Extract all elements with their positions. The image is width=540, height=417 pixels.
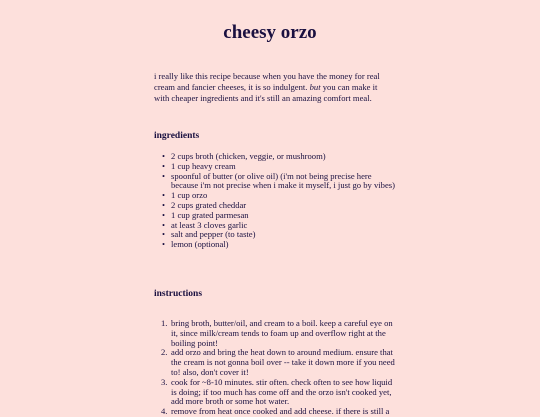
bullet-icon: • (162, 239, 166, 250)
list-item (161, 318, 395, 348)
instructions-list (161, 318, 395, 417)
ingredient-text: 2 cups broth (chicken, veggie, or mushroom) (171, 151, 326, 161)
ingredient-text: 2 cups grated cheddar (171, 199, 247, 210)
ingredient-text: salt and pepper (to taste) (171, 229, 256, 240)
step-number: 4. (161, 406, 168, 417)
list-item (161, 347, 395, 377)
ingredients-list (162, 151, 399, 250)
bullet-icon: • (162, 190, 166, 201)
ingredient-text: 1 cup orzo (171, 190, 208, 201)
intro-text-after: you can make it with cheaper ingredients and it's still an amazing comfort meal. (154, 82, 378, 103)
ingredient-text: lemon (optional) (171, 239, 229, 250)
list-item (161, 406, 395, 417)
bullet-icon: • (162, 151, 166, 161)
bullet-icon: • (162, 209, 166, 220)
ingredient-text: spoonful of butter (or olive oil) (i'm not being precise here because i'm not precise when i make it myself, i just go by vibes) (171, 170, 395, 191)
list-item (161, 376, 395, 407)
bullet-icon: • (162, 199, 166, 210)
step-text: cook for ~8-10 minutes. stir often. check often to see how liquid is doing; if too much has come off and the orzo isn't cooked yet, add more broth or some hot water. (171, 376, 393, 407)
step-text: remove from heat once cooked and add cheese. if there is still a (171, 406, 390, 417)
ingredient-text: at least 3 cloves garlic (171, 219, 248, 230)
bullet-icon: • (162, 219, 166, 230)
list-item (162, 239, 399, 250)
ingredient-text: 1 cup grated parmesan (171, 209, 249, 220)
intro-text-before: i really like this recipe because when you have the money for real cream and fancier cheeses, it is so indulgent. (154, 71, 380, 92)
bullet-icon: • (162, 229, 166, 240)
intro-emphasis: but (309, 82, 321, 92)
bullet-icon: • (162, 170, 166, 181)
list-item (162, 170, 399, 192)
step-number: 1. (161, 318, 168, 328)
ingredient-text: 1 cup heavy cream (171, 160, 236, 171)
bullet-icon: • (162, 160, 166, 171)
ingredients-heading: ingredients (154, 131, 200, 141)
step-text: bring broth, butter/oil, and cream to a boil. keep a careful eye on it, since milk/cream tends to foam up and overflow right at the boiling point! (171, 318, 393, 348)
step-number: 3. (161, 376, 168, 387)
step-text: add orzo and bring the heat down to around medium. ensure that the cream is not gonna boil over -- take it down more if you need to! also, don't cover it! (171, 347, 395, 377)
step-number: 2. (161, 347, 168, 358)
page-title: cheesy orzo (223, 22, 317, 43)
intro-paragraph (154, 71, 394, 104)
instructions-heading: instructions (154, 289, 203, 299)
